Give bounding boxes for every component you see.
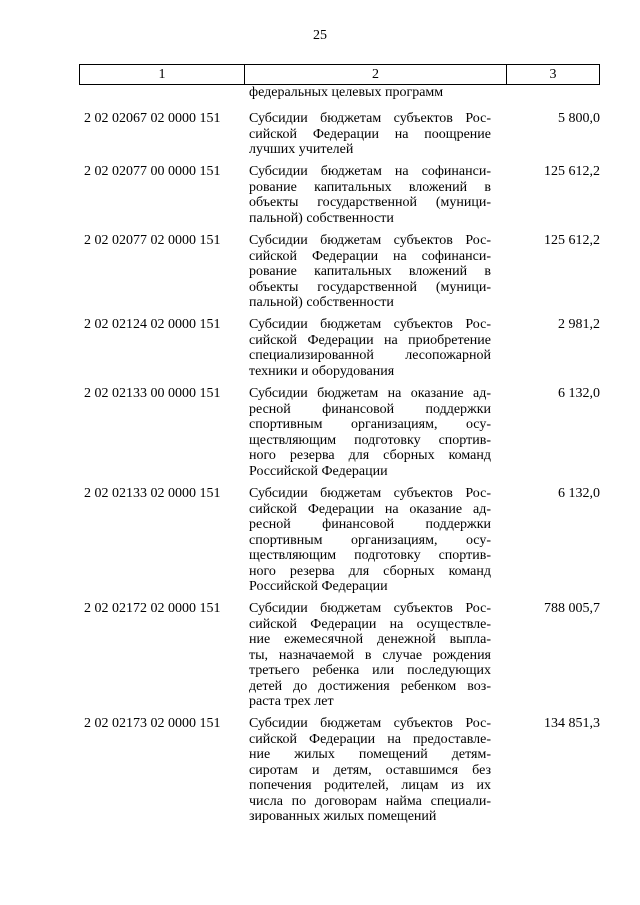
description-line: Субсидии бюджетам субъектов Рос- [249,716,491,731]
row-description [249,233,491,311]
description-line: объекты государственной (муници- [249,195,491,210]
description-line: рование капитальных вложений в [249,264,491,279]
continuation-text: федеральных целевых программ [249,85,444,100]
column-header-2: 2 [245,65,507,84]
amount-value: 6 132,0 [558,386,600,401]
description-line: спортивным организациям, осу- [249,532,491,548]
row-description [249,164,491,226]
budget-code: 2 02 02067 02 0000 151 [84,111,221,126]
description-line: Российской Федерации [249,463,388,479]
description-line: Российской Федерации [249,579,388,594]
description-line: ного резерва для сборных команд [249,448,491,463]
description-line: сиротам и детям, оставшимся без [249,762,491,778]
description-line: рование капитальных вложений в [249,179,491,195]
description-line: сийской Федерации на софинанси- [249,248,491,264]
budget-code: 2 02 02124 02 0000 151 [84,317,221,332]
column-header-3: 3 [549,67,557,82]
description-line: Субсидии бюджетам субъектов Рос- [249,111,491,126]
amount-value: 788 005,7 [544,601,600,616]
description-line: ты, назначаемой в случае рождения [249,647,491,663]
column-header-1: 1 [80,65,245,84]
description-line: Субсидии бюджетам на софинанси- [249,164,491,179]
description-line: ществляющим подготовку спортив- [249,432,491,448]
row-description [249,486,491,595]
description-line: пальной) собственности [249,210,394,226]
row-description [249,386,491,479]
budget-code: 2 02 02172 02 0000 151 [84,601,221,616]
description-line: ресной финансовой поддержки [249,401,491,417]
amount-value: 2 981,2 [558,317,600,332]
description-line: Субсидии бюджетам субъектов Рос- [249,601,491,616]
description-line: техники и оборудования [249,363,395,379]
description-line: ресной финансовой поддержки [249,517,491,532]
description-line: Субсидии бюджетам субъектов Рос- [249,317,491,332]
row-description [249,111,491,158]
budget-code: 2 02 02173 02 0000 151 [84,716,221,731]
description-line: сийской Федерации на осуществле- [249,616,491,632]
description-line: ного резерва для сборных команд [249,563,491,579]
description-line: объекты государственной (муници- [249,279,491,295]
amount-value: 125 612,2 [544,233,600,248]
budget-code: 2 02 02077 00 0000 151 [84,164,221,179]
description-line: специализированной лесопожарной [249,348,491,363]
description-line: ние ежемесячной денежной выпла- [249,632,491,647]
description-line: сийской Федерации на поощрение [249,126,491,142]
amount-value: 125 612,2 [544,164,600,179]
description-line: попечения родителей, лицам из их [249,778,491,793]
description-line: раста трех лет [249,694,334,709]
description-line: ществляющим подготовку спортив- [249,548,491,563]
description-line: сийской Федерации на предоставле- [249,731,491,747]
description-line: числа по договорам найма специали- [249,793,491,809]
page-number: 25 [313,28,327,43]
description-line: лучших учителей [249,142,354,157]
description-line: пальной) собственности [249,295,394,310]
row-description [249,317,491,379]
budget-code: 2 02 02133 00 0000 151 [84,386,221,401]
description-line: Субсидии бюджетам субъектов Рос- [249,233,491,248]
budget-code: 2 02 02133 02 0000 151 [84,486,221,501]
amount-value: 6 132,0 [558,486,600,501]
amount-value: 134 851,3 [544,716,600,731]
description-line: третьего ребенка или последующих [249,663,491,678]
row-description [249,601,491,710]
description-line: сийской Федерации на приобретение [249,332,491,348]
budget-code: 2 02 02077 02 0000 151 [84,233,221,248]
row-description [249,716,491,825]
amount-value: 5 800,0 [558,111,600,126]
description-line: спортивным организациям, осу- [249,417,491,432]
description-line: сийской Федерации на оказание ад- [249,501,491,517]
table-header [79,64,600,85]
description-line: зированных жилых помещений [249,809,437,824]
description-line: ние жилых помещений детям- [249,747,491,762]
description-line: Субсидии бюджетам на оказание ад- [249,386,491,401]
description-line: Субсидии бюджетам субъектов Рос- [249,486,491,501]
description-line: детей до достижения ребенком воз- [249,678,491,694]
